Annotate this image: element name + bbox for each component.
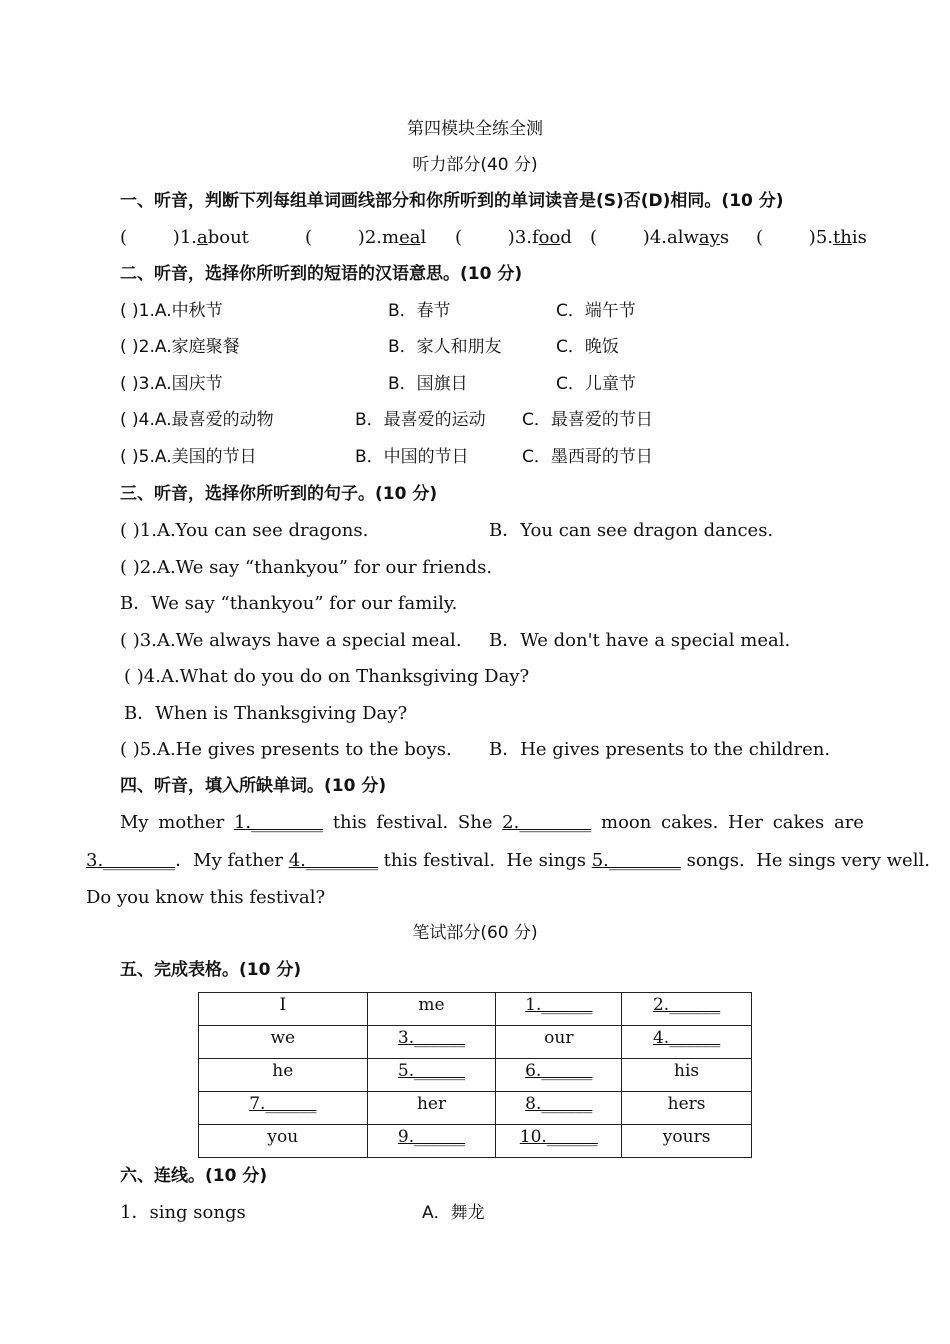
s1-item-4 <box>590 227 729 249</box>
answer-bracket[interactable]: ( )3. <box>455 227 532 248</box>
blank-4[interactable]: 4.________ <box>288 850 378 871</box>
answer-bracket[interactable]: ( )5. <box>756 227 833 248</box>
underlined-letters: oo <box>538 227 561 248</box>
section4-heading: 四、听音，填入所缺单词。(10 分) <box>120 776 387 796</box>
underlined-letters: ay <box>698 227 720 248</box>
s3-q4-b: B．When is Thanksgiving Day? <box>124 703 408 724</box>
s3-q2-b: B．We say “thankyou” for our family. <box>120 593 458 614</box>
word-part: alw <box>667 227 699 248</box>
blank-2[interactable]: 2.________ <box>502 812 592 833</box>
table-cell[interactable]: 5.______ <box>367 1059 496 1092</box>
table-row <box>199 1026 752 1059</box>
worksheet-page: 第四模块全练全测 听力部分(40 分) 一、听音，判断下列每组单词画线部分和你所听到的单词读音是(S)否(D)相同。(10 分) ( )1.about ( )2.meal ( )3.food ( )4.always ( )5.this 二、听音，选择你所听到的短语的汉语意思。(10 分) ( )1.A.中秋节 B．春节 C．端午节 ( )2.A.家庭聚餐 B．家人和朋友 C．晚饭 ( )3.A.国庆节 B．国旗日 C．儿童节 ( )4.A.最喜爱的动物 B．最喜爱的运动 C．最喜爱的节日 ( )5.A.美国的节日 B．中国的节日 C．墨西哥的节日 三、听音，选择你所听到的句子。(10 分) ( )1.A.You can see dragons. B．You can see dragon dances. ( )2.A.We say “thankyou” for our friends. B．We say “thankyou” for our family. ( )3.A.We always have a special meal. B．We don't have a special meal. ( )4.A.What do you do on Thanksgiving Day? B．When is Thanksgiving Day? ( )5.A.He gives presents to the boys. B．He gives presents to the children. 四、听音，填入所缺单词。(10 分) My mother 1.________ this festival. She 2.________ moon cakes. Her cakes are 3.________．My father 4.________ this festival. He sings 5.________ songs. He sings very well. Do you know this festival? 笔试部分(60 分) 五、完成表格。(10 分) I me 1.______ 2.______ we 3.______ our 4.______ he 5.______ 6.______ his 7.______ her 8.______ hers you 9.______ 10.______ yours 六、连线。(10 分) 1．sing songs A．舞龙 <box>0 0 950 1344</box>
word-part: is <box>851 227 867 248</box>
section5-heading: 五、完成表格。(10 分) <box>120 960 302 980</box>
table-cell[interactable]: 3.______ <box>367 1026 496 1059</box>
table-cell: yours <box>622 1125 752 1158</box>
s3-q2-a: ( )2.A.We say “thankyou” for our friends. <box>120 557 493 578</box>
section6-heading: 六、连线。(10 分) <box>120 1166 268 1186</box>
table-cell: you <box>199 1125 368 1158</box>
table-cell[interactable]: 2.______ <box>622 993 752 1026</box>
word-part: d <box>560 227 572 248</box>
section2-heading: 二、听音，选择你所听到的短语的汉语意思。(10 分) <box>120 264 523 284</box>
s6-right-item-a[interactable]: A．舞龙 <box>422 1203 485 1223</box>
underlined-letters: a <box>197 227 208 248</box>
s1-item-2 <box>305 227 426 249</box>
table-row <box>199 1125 752 1158</box>
table-cell[interactable]: 1.______ <box>496 993 622 1026</box>
underlined-letters: th <box>833 227 852 248</box>
word-part: f <box>532 227 539 248</box>
answer-bracket[interactable]: ( )2. <box>305 227 382 248</box>
blank-1[interactable]: 1.________ <box>233 812 324 833</box>
table-cell[interactable]: 9.______ <box>367 1125 496 1158</box>
blank-3[interactable]: 3.________ <box>86 850 176 871</box>
answer-bracket[interactable]: ( )1. <box>120 227 197 248</box>
s4-passage-line-2: 3.________．My father 4.________ this festival. He sings 5.________ songs. He sings very well. <box>86 850 930 871</box>
table-cell[interactable]: 4.______ <box>622 1026 752 1059</box>
table-cell[interactable]: 8.______ <box>496 1092 622 1125</box>
table-cell: her <box>367 1092 496 1125</box>
listening-section-header: 听力部分(40 分) <box>412 155 538 175</box>
underlined-letters: ea <box>399 227 421 248</box>
word-part: m <box>382 227 400 248</box>
table-cell[interactable]: 10.______ <box>496 1125 622 1158</box>
table-cell: his <box>622 1059 752 1092</box>
word-part: s <box>719 227 730 248</box>
table-cell: our <box>496 1026 622 1059</box>
table-cell: we <box>199 1026 368 1059</box>
table-cell: he <box>199 1059 368 1092</box>
table-row <box>199 1092 752 1125</box>
s6-left-item-1[interactable]: 1．sing songs <box>120 1202 246 1223</box>
word-part: l <box>420 227 427 248</box>
table-cell[interactable]: 6.______ <box>496 1059 622 1092</box>
s4-passage-line-1: My mother 1.________ this festival. She 2.________ moon cakes. Her cakes are <box>120 812 864 833</box>
table-row <box>199 993 752 1026</box>
section3-heading: 三、听音，选择你所听到的句子。(10 分) <box>120 484 438 504</box>
section1-heading: 一、听音，判断下列每组单词画线部分和你所听到的单词读音是(S)否(D)相同。(10 分) <box>120 191 784 211</box>
blank-5[interactable]: 5.________ <box>591 850 681 871</box>
word-part: bout <box>207 227 249 248</box>
table-cell[interactable]: 7.______ <box>199 1092 368 1125</box>
s1-item-5 <box>756 227 867 249</box>
s3-q4-a: ( )4.A.What do you do on Thanksgiving Day? <box>124 666 530 687</box>
table-cell: me <box>367 993 496 1026</box>
s1-item-3 <box>455 227 572 249</box>
table-row <box>199 1059 752 1092</box>
answer-bracket[interactable]: ( )4. <box>590 227 667 248</box>
page-title: 第四模块全练全测 <box>407 119 543 139</box>
pronoun-table <box>198 992 752 1158</box>
s4-passage-line-3: Do you know this festival? <box>86 887 326 908</box>
table-cell: hers <box>622 1092 752 1125</box>
writing-section-header: 笔试部分(60 分) <box>412 923 538 943</box>
table-cell: I <box>199 993 368 1026</box>
s1-item-1 <box>120 227 249 249</box>
